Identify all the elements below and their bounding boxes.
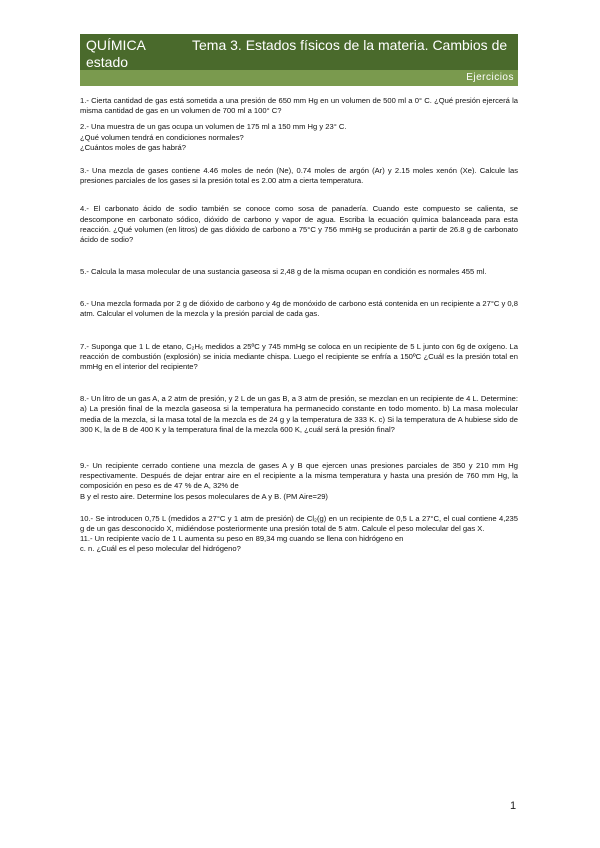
exercise-7: 7.- Suponga que 1 L de etano, C₂H₆ medidos a 25ºC y 745 mmHg se coloca en un recipiente de 5 L junto con 6g de oxígeno. La reacción de combustión (explosión) se inicia mediante chispa. Luego el recipiente se enfría a 150ºC ¿Cuál es la presión total en mmHg en el interior del recipiente? bbox=[80, 341, 518, 372]
exercise-10-11: 10.- Se introducen 0,75 L (medidos a 27°C y 1 atm de presión) de Cl₂(g) en un recipiente de 0,5 L a 27°C, el cual contiene 4,235 g de un gas desconocido X, midiéndose posteriormente una presión total de 5 atm. Calcule el peso molecular del gas X. 11.- Un recipiente vacío de 1 L aumenta su peso en 89,34 mg cuando se llena con hidrógeno en c. n. ¿Cuál es el peso molecular del hidrógeno? bbox=[80, 513, 518, 554]
exercise-3: 3.- Una mezcla de gases contiene 4.46 moles de neón (Ne), 0.74 moles de argón (Ar) y 2.15 moles xenón (Xe). Calcule las presiones parciales de los gases si la presión total es 2.00 atm a cierta temperatura. bbox=[80, 166, 518, 186]
exercise-2: 2.- Una muestra de un gas ocupa un volumen de 175 ml a 150 mm Hg y 23° C. ¿Qué volumen tendrá en condiciones normales? ¿Cuántos moles de gas habrá? bbox=[80, 122, 347, 152]
exercise-1: 1.- Cierta cantidad de gas está sometida a una presión de 650 mm Hg en un volumen de 500 ml a 0° C. ¿Qué presión ejercerá la misma cantidad de gas en un volumen de 700 ml a 100° C? bbox=[80, 96, 518, 116]
exercise-4: 4.- El carbonato ácido de sodio también se conoce como sosa de panadería. Cuando este compuesto se calienta, se descompone en carbonato sódico, dióxido de carbono y vapor de agua. Escriba la ecuación química balanceada para esta reacción. ¿Qué volumen (en litros) de gas dióxido de carbono a 75°C y 756 mmHg se producirán a partir de 26.8 g de carbonato ácido de sodio? bbox=[80, 204, 518, 245]
exercise-5: 5.- Calcula la masa molecular de una sustancia gaseosa si 2,48 g de la misma ocupan en condición es normales 455 ml. bbox=[80, 267, 487, 277]
topic-title: Tema 3. Estados físicos de la materia. Cambios de estado bbox=[86, 37, 508, 70]
exercise-8: 8.- Un litro de un gas A, a 2 atm de presión, y 2 L de un gas B, a 3 atm de presión, se mezclan en un recipiente de 4 L. Determine: a) La presión final de la mezcla gaseosa si la temperatura ha permanecido constante en todo momento. b) La masa molecular media de la mezcla, si la masa total de la mezcla es de 24 g y la temperatura de 333 K. c) Si la temperatura de A hubiese sido de 300 K, la de B de 400 K y la temperatura final de la mezcla 600 K, ¿cuál será la presión final? bbox=[80, 394, 518, 434]
document-title bbox=[86, 37, 516, 71]
exercise-9: 9.- Un recipiente cerrado contiene una mezcla de gases A y B que ejercen unas presiones parciales de 350 y 210 mm Hg respectivamente. Después de dejar entrar aire en el recipiente a la misma temperatura y hasta una presión de 760 mm Hg, la composición en peso es de 47 % de A, 32% de B y el resto aire. Determine los pesos moleculares de A y B. (PM Aire=29) bbox=[80, 461, 518, 501]
section-bar bbox=[80, 70, 518, 86]
section-label: Ejercicios bbox=[466, 72, 514, 83]
exercise-6: 6.- Una mezcla formada por 2 g de dióxido de carbono y 4g de monóxido de carbono está contenida en un recipiente a 27°C y 0,8 atm. Calcular el volumen de la mezcla y la presión parcial de cada gas. bbox=[80, 299, 518, 319]
exercise-list bbox=[80, 96, 518, 555]
page-number: 1 bbox=[510, 800, 517, 812]
header-bar bbox=[80, 34, 518, 70]
subject-label: QUÍMICA bbox=[86, 37, 146, 53]
